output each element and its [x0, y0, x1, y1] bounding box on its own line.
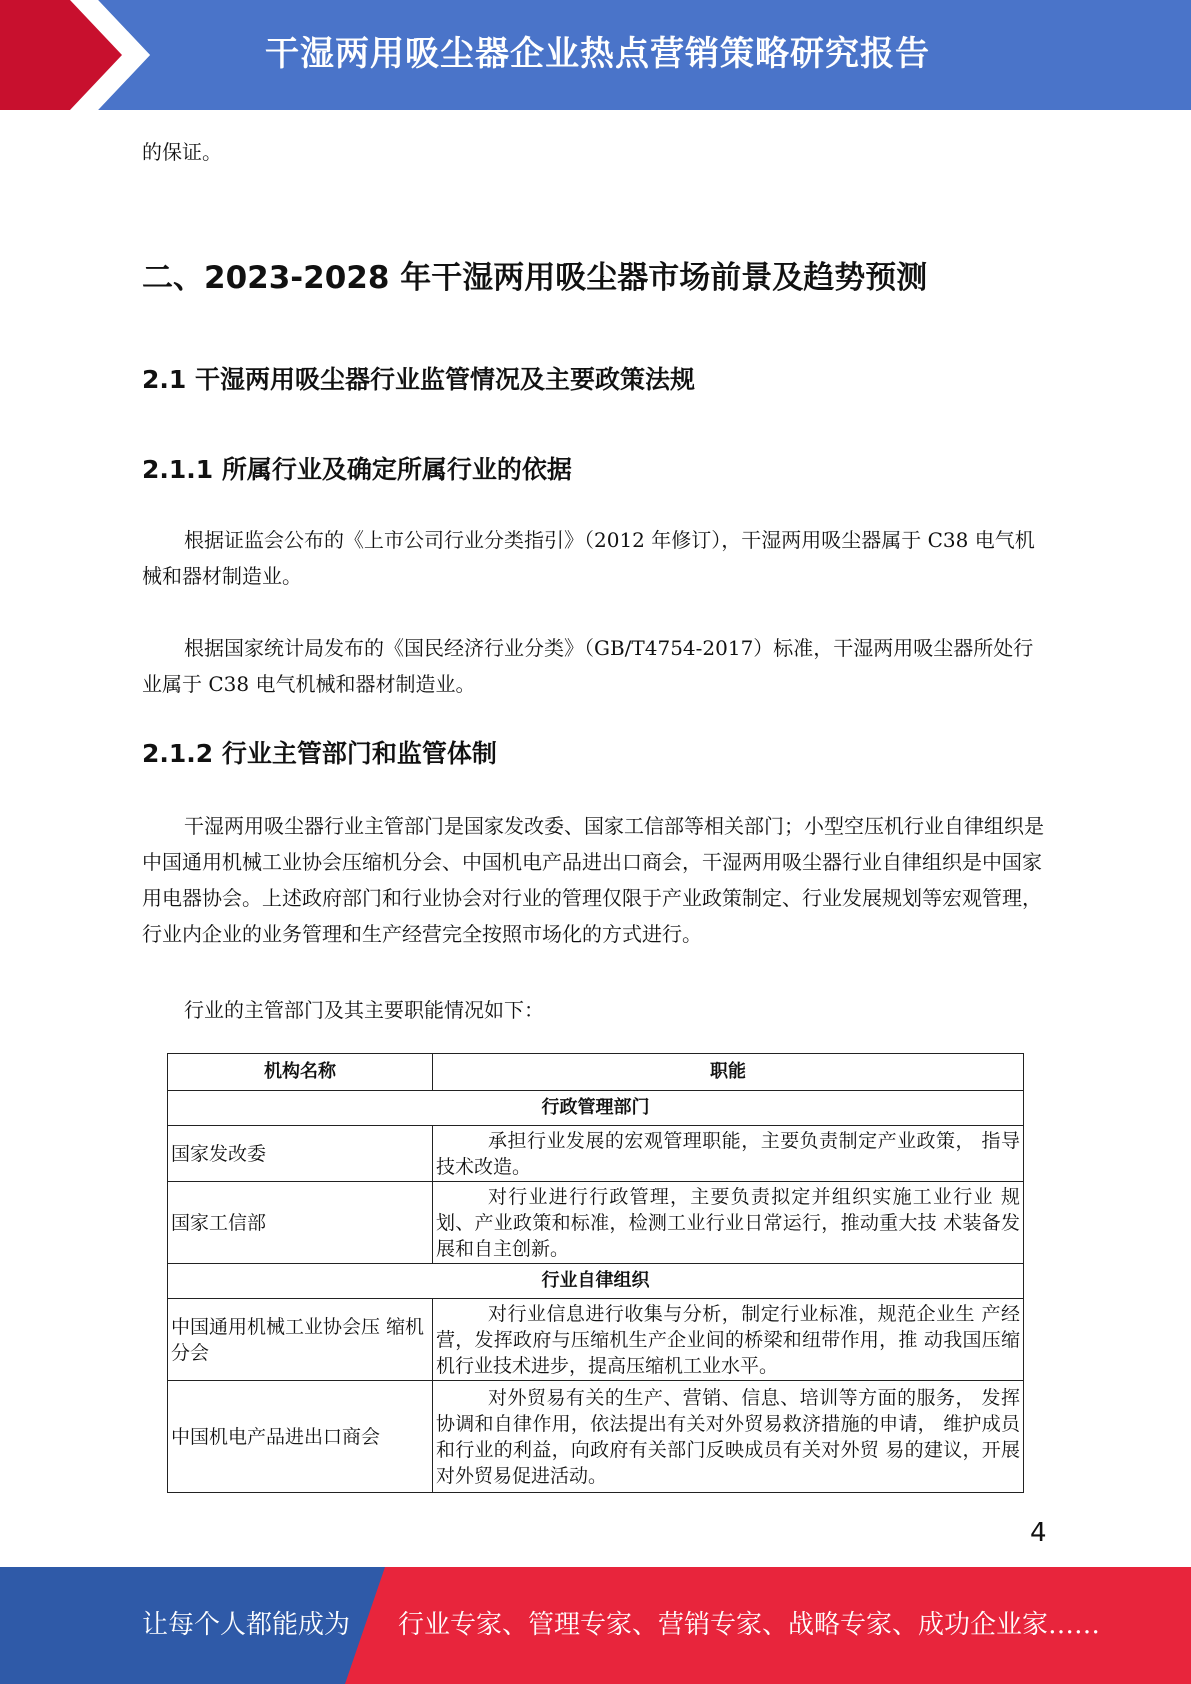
- org-name: 国家发改委: [168, 1126, 433, 1182]
- section-title: 二、2023-2028 年干湿两用吸尘器市场前景及趋势预测: [142, 260, 928, 296]
- column-header-name: 机构名称: [168, 1054, 433, 1091]
- subsection-2-1-title: 2.1 干湿两用吸尘器行业监管情况及主要政策法规: [142, 365, 695, 394]
- report-title: 干湿两用吸尘器企业热点营销策略研究报告: [265, 34, 930, 74]
- group-self-regulatory: 行业自律组织: [168, 1264, 1024, 1299]
- org-name: 中国通用机械工业协会压 缩机分会: [168, 1299, 433, 1381]
- page-number: 4: [1030, 1518, 1047, 1548]
- footer-slogan-left: 让每个人都能成为: [142, 1610, 351, 1640]
- header-banner: [0, 0, 1191, 110]
- footer-banner: [0, 1567, 1191, 1684]
- regulator-table: [167, 1053, 1024, 1493]
- group-admin-departments: 行政管理部门: [168, 1091, 1024, 1126]
- table-group-row: [168, 1264, 1024, 1299]
- paragraph-nbs-classification: 根据国家统计局发布的《国民经济行业分类》（GB/T4754-2017）标准，干湿两用吸尘器所处行业属于 C38 电气机械和器材制造业。: [142, 636, 1034, 696]
- paragraph-regulatory-system: 干湿两用吸尘器行业主管部门是国家发改委、国家工信部等相关部门；小型空压机行业自律组织是中国通用机械工业协会压缩机分会、中国机电产品进出口商会，干湿两用吸尘器行业自律组织是中国家用电器协会。上述政府部门和行业协会对行业的管理仅限于产业政策制定、行业发展规划等宏观管理，行业内企业的业务管理和生产经营完全按照市场化的方式进行。: [142, 814, 1044, 946]
- table-header-row: [168, 1054, 1024, 1091]
- org-name: 国家工信部: [168, 1182, 433, 1264]
- org-name: 中国机电产品进出口商会: [168, 1381, 433, 1493]
- paragraph-csrc-classification: 根据证监会公布的《上市公司行业分类指引》（2012 年修订），干湿两用吸尘器属于 C38 电气机械和器材制造业。: [142, 528, 1035, 588]
- table-group-row: [168, 1091, 1024, 1126]
- org-function: 承担行业发展的宏观管理职能，主要负责制定产业政策， 指导技术改造。: [433, 1126, 1024, 1182]
- org-function: 对行业信息进行收集与分析，制定行业标准，规范企业生 产经营，发挥政府与压缩机生产企业间的桥梁和纽带作用，推 动我国压缩机行业技术进步，提高压缩机工业水平。: [433, 1299, 1024, 1381]
- column-header-function: 职能: [433, 1054, 1024, 1091]
- paragraph-table-intro: 行业的主管部门及其主要职能情况如下：: [184, 998, 544, 1022]
- subsection-2-1-2-title: 2.1.2 行业主管部门和监管体制: [142, 739, 497, 768]
- table-row: [168, 1182, 1024, 1264]
- table-row: [168, 1381, 1024, 1493]
- table-row: [168, 1299, 1024, 1381]
- org-function: 对外贸易有关的生产、营销、信息、培训等方面的服务， 发挥协调和自律作用，依法提出有关对外贸易救济措施的申请， 维护成员和行业的利益，向政府有关部门反映成员有关对外贸 易的建议，开展对外贸易促进活动。: [433, 1381, 1024, 1493]
- lead-text: 的保证。: [142, 140, 222, 164]
- table-row: [168, 1126, 1024, 1182]
- org-function: 对行业进行行政管理，主要负责拟定并组织实施工业行业 规划、产业政策和标准，检测工业行业日常运行，推动重大技 术装备发展和自主创新。: [433, 1182, 1024, 1264]
- footer-slogan-right: 行业专家、管理专家、营销专家、战略专家、成功企业家……: [398, 1610, 1101, 1640]
- subsection-2-1-1-title: 2.1.1 所属行业及确定所属行业的依据: [142, 455, 572, 484]
